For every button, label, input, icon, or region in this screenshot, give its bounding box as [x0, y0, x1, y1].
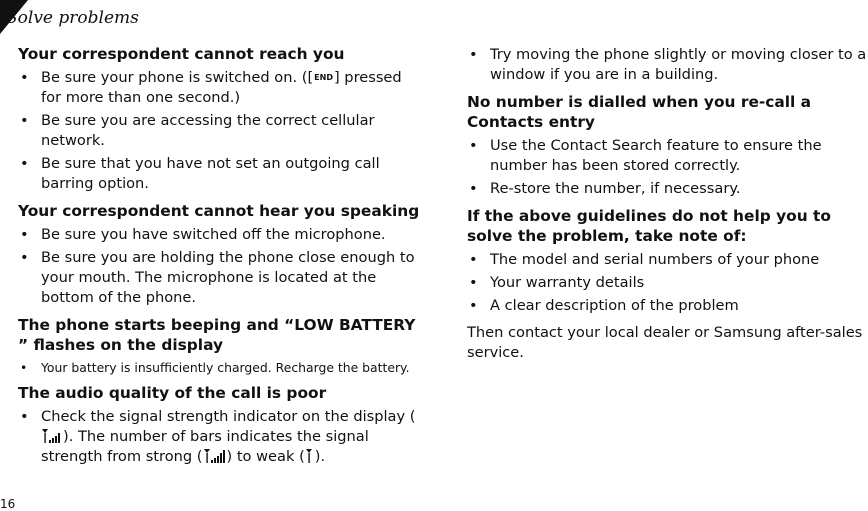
list-item: • Be sure you are holding the phone close enough to your mouth. The microphone is located at the bottom of the phone. — [18, 248, 426, 308]
section-heading: Your correspondent cannot hear you speaking — [18, 202, 420, 220]
bullet-list — [18, 225, 426, 308]
closing-paragraph: Then contact your local dealer or Samsung after-sales service. — [467, 324, 863, 361]
list-item: • Be sure you have switched off the microphone. — [18, 225, 426, 245]
signal-strength-icon — [305, 448, 315, 464]
end-key-icon: END — [314, 73, 333, 82]
list-item — [18, 68, 426, 108]
section-cannot-hear — [18, 201, 426, 308]
item-text: ) to weak ( — [226, 448, 305, 465]
bullet-list — [467, 250, 868, 316]
bullet-list — [18, 359, 426, 376]
list-item: • Your battery is insufficiently charged. Recharge the battery. — [18, 359, 426, 376]
list-item: • Be sure you are accessing the correct cellular network. — [18, 111, 426, 151]
list-item: • Re-store the number, if necessary. — [467, 179, 868, 199]
section-audio-quality — [18, 383, 426, 467]
section-take-note — [467, 206, 868, 316]
bullet-list — [18, 407, 426, 467]
section-heading: The audio quality of the call is poor — [18, 384, 327, 402]
item-text: Be sure your phone is switched on. ([ — [41, 69, 314, 86]
page-header — [0, 0, 420, 40]
section-heading: No number is dialled when you re-call a Contacts entry — [467, 93, 812, 131]
right-column — [467, 45, 868, 363]
bullet-list — [467, 136, 868, 199]
item-text: ). The number of bars indicates the signal strength from strong ( — [41, 428, 369, 465]
section-no-number-dialled — [467, 92, 868, 199]
list-item — [18, 407, 426, 467]
list-item: • Be sure that you have not set an outgoing call barring option. — [18, 154, 426, 194]
section-heading: If the above guidelines do not help you to solve the problem, take note of: — [467, 207, 831, 245]
signal-strength-icon — [203, 448, 227, 464]
item-text: ). — [314, 448, 326, 465]
left-column — [18, 44, 426, 474]
section-heading: Your correspondent cannot reach you — [18, 45, 345, 63]
section-heading: The phone starts beeping and “LOW BATTERY ” flashes on the display — [18, 316, 416, 354]
bullet-list — [18, 68, 426, 194]
list-item: • Use the Contact Search feature to ensure the number has been stored correctly. — [467, 136, 868, 176]
section-cannot-reach — [18, 44, 426, 194]
page-title: Solve problems — [6, 8, 139, 28]
section-continued — [467, 45, 868, 85]
page-number: 16 — [0, 497, 16, 511]
item-text: Check the signal strength indicator on the display ( — [41, 408, 416, 425]
list-item: • Your warranty details — [467, 273, 868, 293]
bullet-list — [467, 45, 868, 85]
list-item: • A clear description of the problem — [467, 296, 868, 316]
item-text: ] pressed for more than one second.) — [41, 69, 402, 106]
section-low-battery — [18, 315, 426, 376]
list-item: • The model and serial numbers of your phone — [467, 250, 868, 270]
signal-strength-icon — [41, 428, 63, 444]
list-item: • Try moving the phone slightly or moving closer to a window if you are in a building. — [467, 45, 868, 85]
